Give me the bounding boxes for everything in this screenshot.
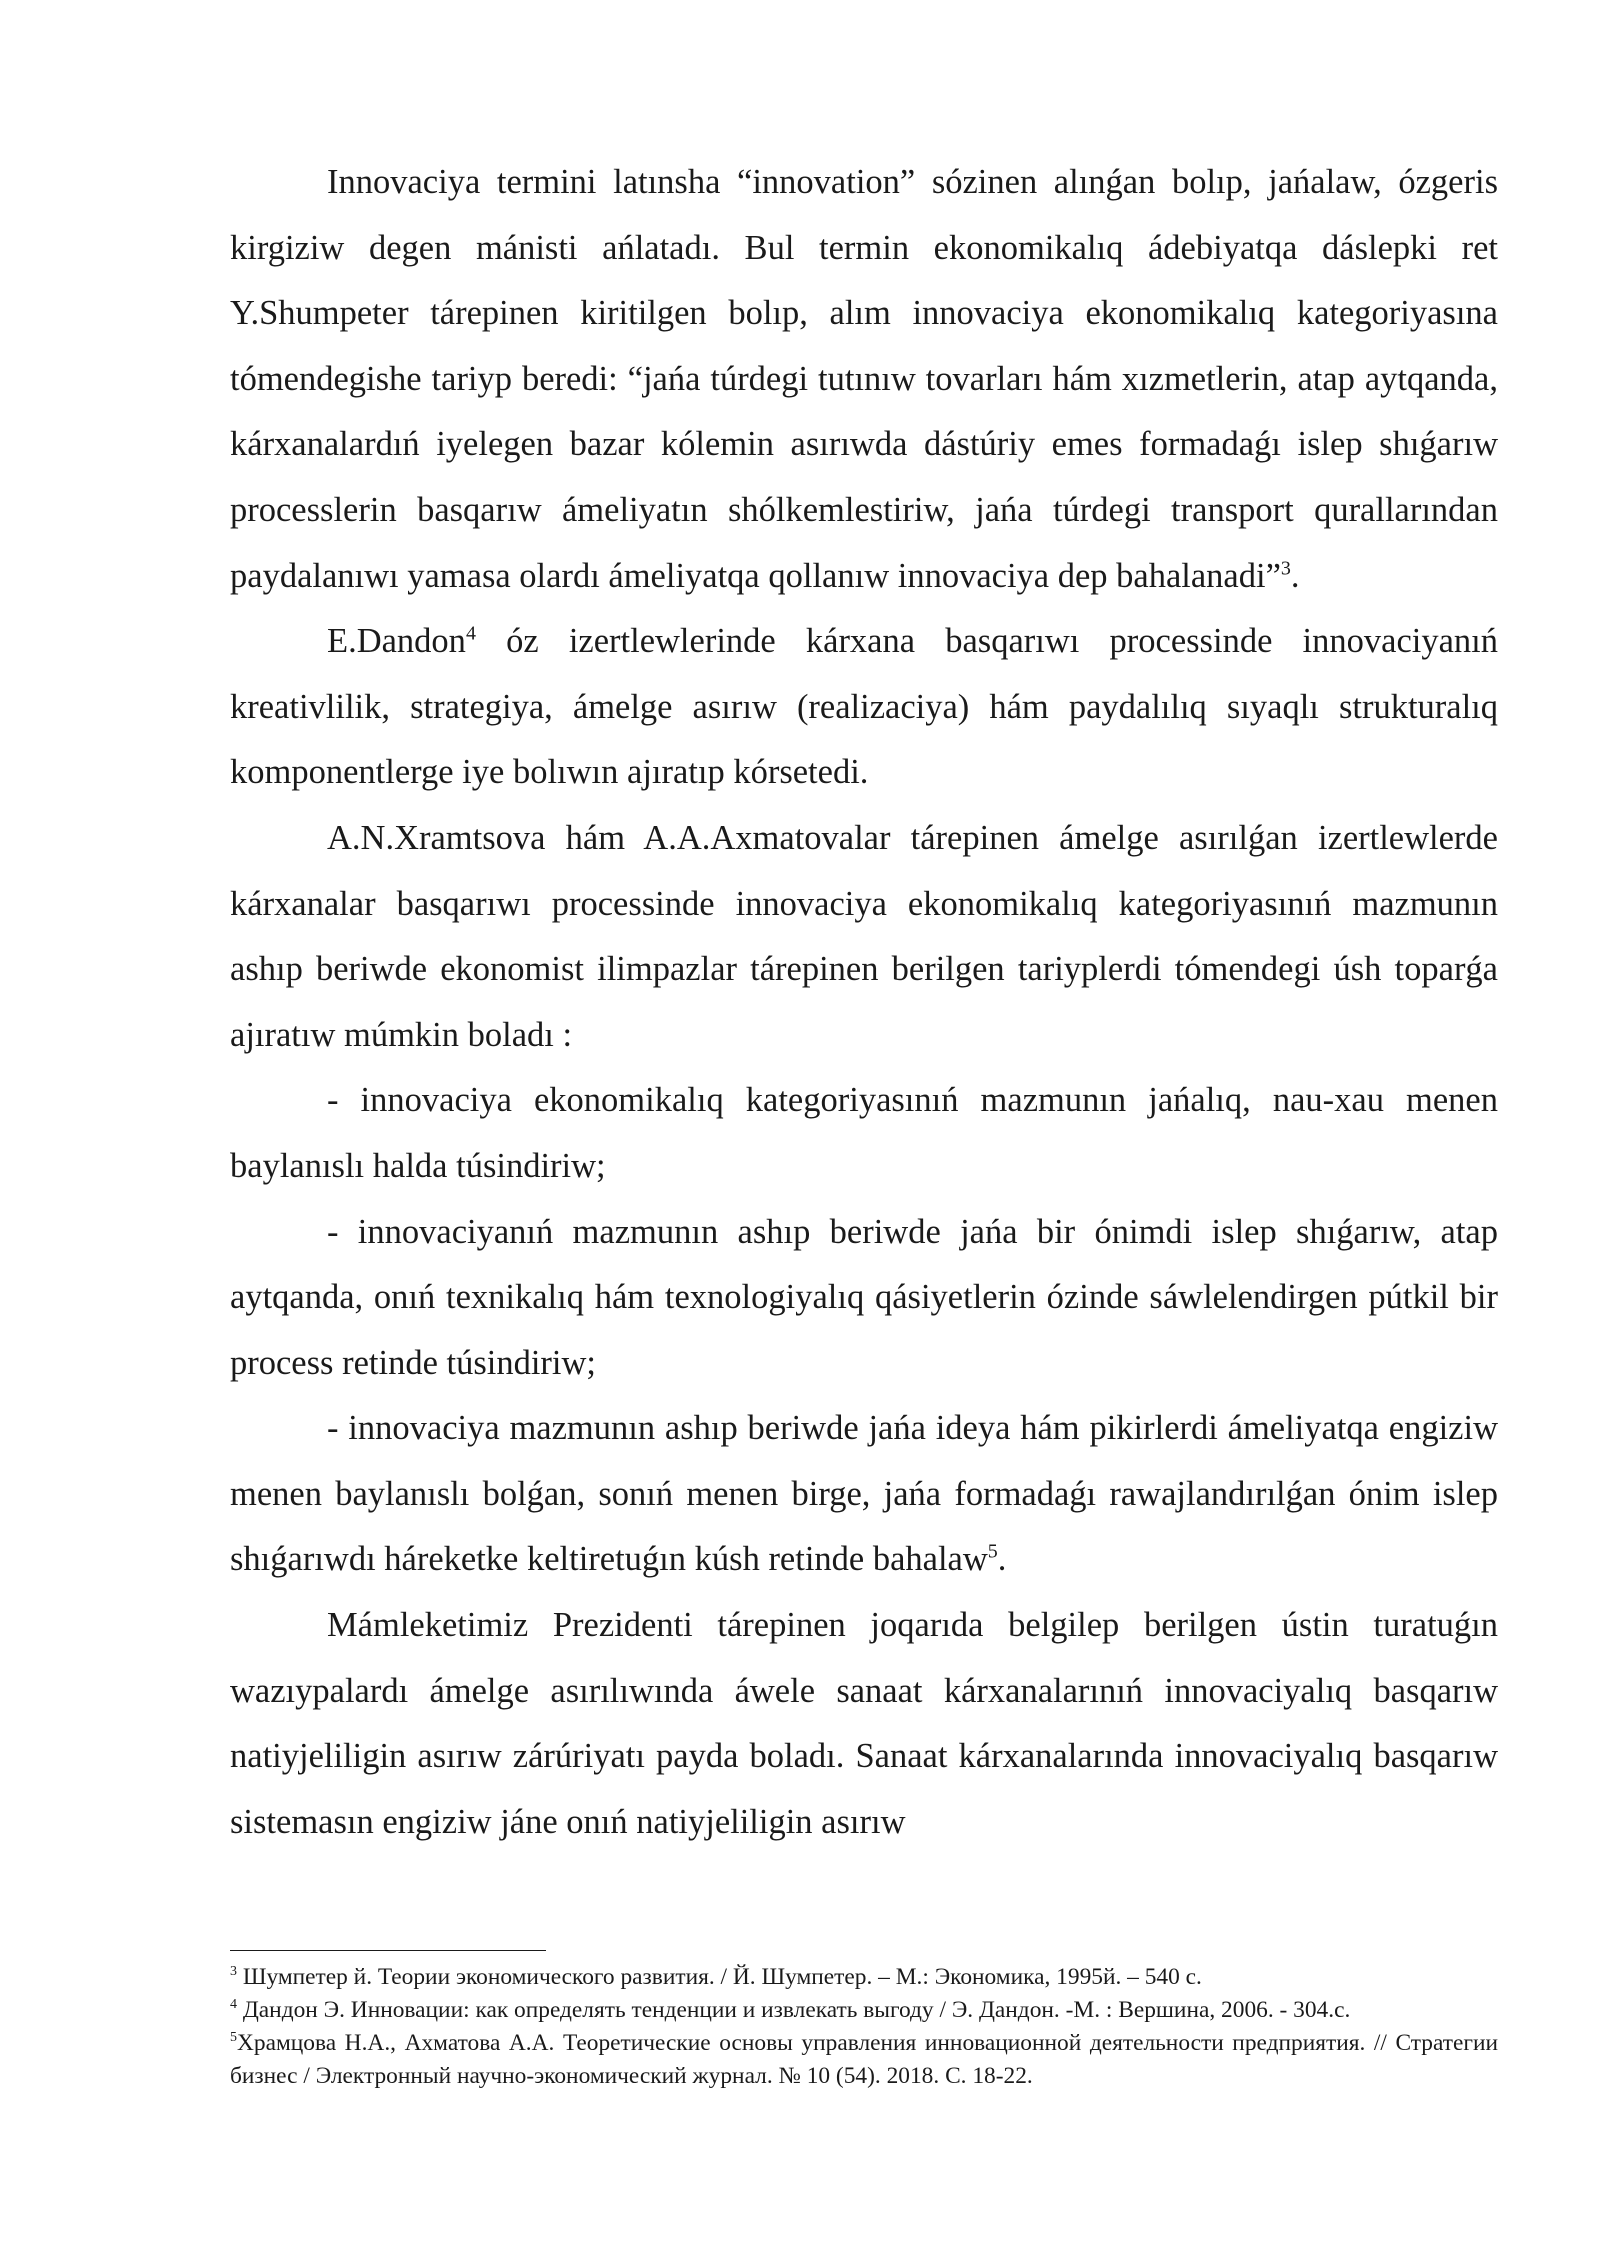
footnote-5	[230, 2027, 1498, 2093]
paragraph-1-end: .	[1290, 556, 1300, 595]
paragraph-2	[230, 609, 1498, 806]
footnote-text: Храмцова Н.А., Ахматова А.А. Теоретические основы управления инновационной деятельности предприятия. // Стратегии бизнес / Электронный научно-экономический журнал. № 10 (54). 2018. С. 18-22.	[230, 2030, 1498, 2089]
paragraph-6-text: - innovaciya mazmunın ashıp beriwde jańa ideya hám pikirlerdi ámeliyatqa engiziw menen baylanıslı bolǵan, sonıń menen birge, jańa formadaǵı rawajlandırılǵan ónim islep shıǵarıwdı háreketke keltiretuǵın kúsh retinde bahalaw	[230, 1409, 1498, 1579]
footnote-number: 5	[230, 2030, 237, 2046]
paragraph-2-text: óz izertlewlerinde kárxana basqarıwı processinde innovaciyanıń kreativlilik, strategiya, ámelge asırıw (realizaciya) hám paydalılıq sıyaqlı strukturalıq komponentlerge iye bolıwın ajıratıp kórsetedi.	[230, 622, 1498, 792]
footnote-number: 3	[230, 1964, 237, 1980]
paragraph-3: A.N.Xramtsova hám A.A.Axmatovalar tárepinen ámelge asırılǵan izertlewlerde kárxanalar basqarıwı processinde innovaciya ekonomikalıq kategoriyasınıń mazmunın ashıp beriwde ekonomist ilimpazlar tárepinen berilgen tariyplerdi tómendegi úsh toparǵa ajıratıw múmkin boladı :	[230, 818, 1498, 1054]
paragraph-6-end: .	[997, 1540, 1007, 1579]
document-body	[230, 150, 1498, 1855]
footnote-number: 4	[230, 1997, 237, 2013]
footnote-3	[230, 1961, 1498, 1994]
paragraph-4: - innovaciya ekonomikalıq kategoriyasınıń mazmunın jańalıq, nau-xau menen baylanıslı halda túsindiriw;	[230, 1081, 1498, 1185]
footnote-separator	[230, 1950, 546, 1951]
footnotes	[230, 1950, 1498, 2093]
paragraph-7: Mámleketimiz Prezidenti tárepinen joqarıda belgilep berilgen ústin turatuǵın wazıypalardı ámelge asırılıwında áwele sanaat kárxanalarınıń innovaciyalıq basqarıw natiyjeliligin asırıw zárúriyatı payda boladı. Sanaat kárxanalarında innovaciyalıq basqarıw sistemasın engiziw jáne onıń natiyjeliligin asırıw	[230, 1606, 1498, 1841]
footnote-ref-3[interactable]: 3	[1280, 557, 1291, 580]
paragraph-6	[230, 1396, 1498, 1593]
footnote-text: Шумпетер й. Теории экономического развития. / Й. Шумпетер. – М.: Экономика, 1995й. – 540 с.	[237, 1964, 1202, 1990]
footnote-text: Дандон Э. Инновации: как определять тенденции и извлекать выгоду / Э. Дандон. -М. : Вершина, 2006. - 304.с.	[237, 1997, 1351, 2023]
paragraph-2-start: E.Dandon	[327, 622, 466, 661]
paragraph-1-text: Innovaciya termini latınsha “innovation” sózinen alınǵan bolıp, jańalaw, ózgeris kirgiziw degen mánisti ańlatadı. Bul termin ekonomikalıq ádebiyatqa dáslepki ret Y.Shumpeter tárepinen kiritilgen bolıp, alım innovaciya ekonomikalıq kategoriyasına tómendegishe tariyp beredi: “jańa túrdegi tutınıw tovarları hám xızmetlerin, atap aytqanda, kárxanalardıń iyelegen bazar kólemin asırıwda dástúriy emes formadaǵı islep shıǵarıw processlerin basqarıw ámeliyatın shólkemlestiriw, jańa túrdegi transport qurallarından paydalanıwı yamasa olardı ámeliyatqa qollanıw innovaciya dep bahalanadi”	[230, 163, 1498, 595]
footnote-4	[230, 1994, 1498, 2027]
footnote-ref-5[interactable]: 5	[987, 1540, 998, 1563]
paragraph-1	[230, 150, 1498, 609]
paragraph-5: - innovaciyanıń mazmunın ashıp beriwde jańa bir ónimdi islep shıǵarıw, atap aytqanda, onıń texnikalıq hám texnologiyalıq qásiyetlerin ózinde sáwlelendirgen pútkil bir process retinde túsindiriw;	[230, 1212, 1498, 1382]
footnote-ref-4[interactable]: 4	[465, 622, 476, 645]
